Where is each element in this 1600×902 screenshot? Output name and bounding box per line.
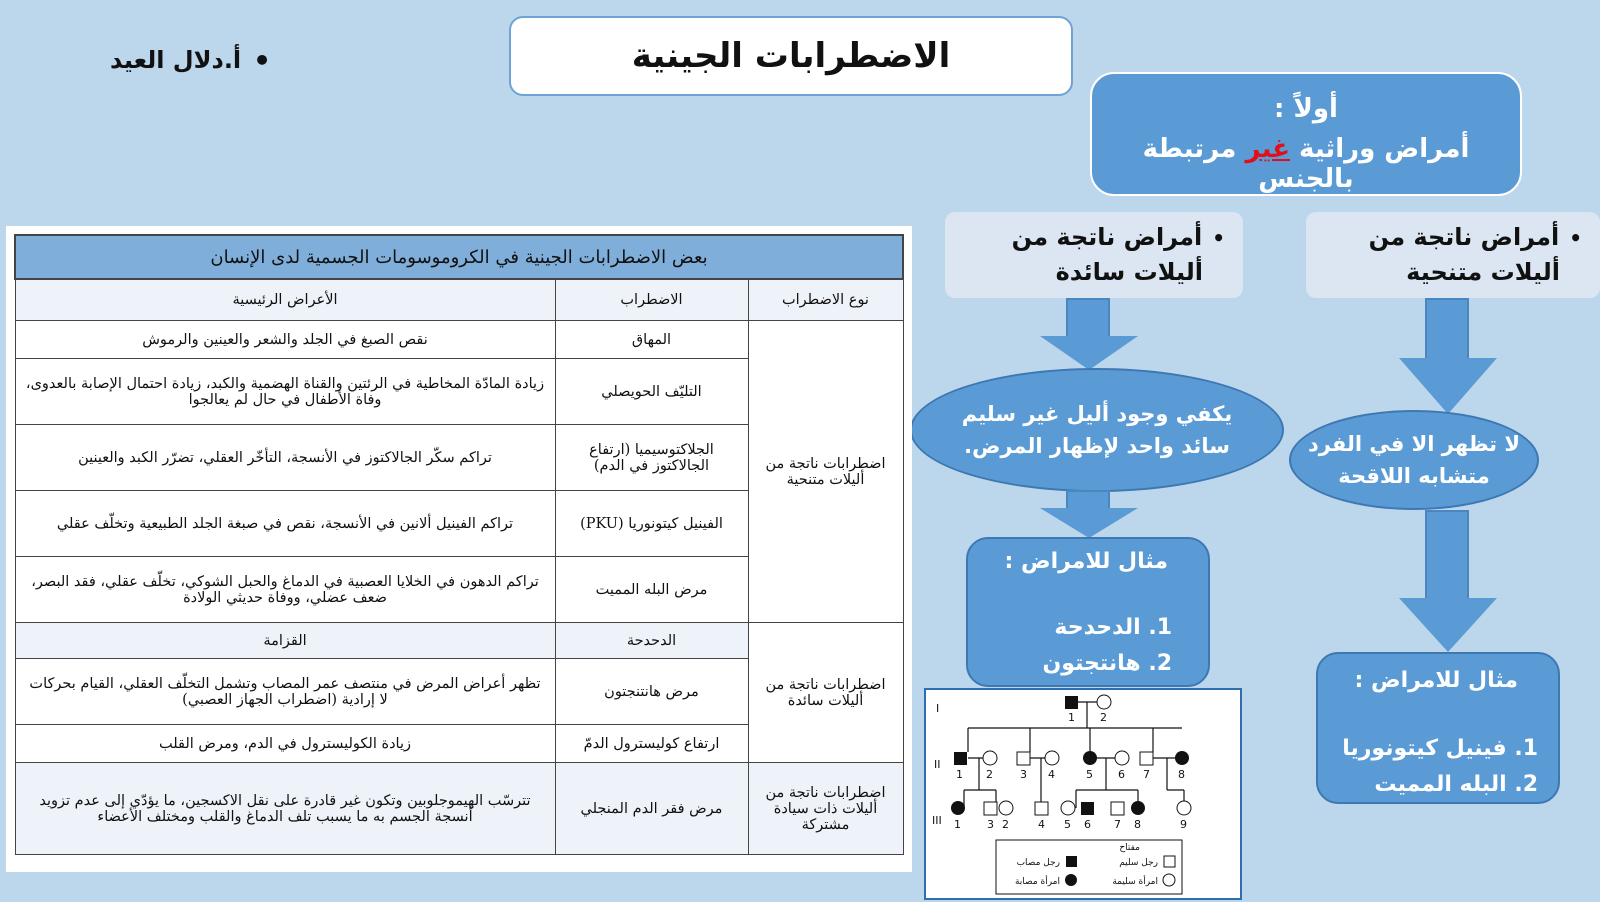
arrow-down-icon <box>1066 298 1110 338</box>
key-affected-male-symbol <box>1066 856 1077 867</box>
arrow-down-icon <box>1425 298 1469 360</box>
table-cell-symptoms: تترسّب الهيموجلوبين وتكون غير قادرة على نقل الاكسجين، ما يؤدّي إلى عدم تزويد أنسجة الجسم به ما يسبب تلف الدماغ والقلب ومختلف الأعضاء <box>15 763 555 855</box>
arrow-down-icon <box>1066 490 1110 510</box>
arrow-down-icon <box>1040 508 1138 538</box>
recessive-heading-line1: أمراض ناتجة من <box>1368 223 1560 251</box>
section-heading-box <box>1090 72 1522 196</box>
generation-label: II <box>934 758 941 771</box>
healthy-female <box>1061 801 1075 815</box>
table-cell-disorder: مرض هانتنجتون <box>555 659 748 725</box>
healthy-male <box>1035 802 1048 815</box>
author-bullet <box>110 40 300 80</box>
table-cell-symptoms: نقص الصبغ في الجلد والشعر والعينين والرموش <box>15 321 555 359</box>
dominant-description <box>910 368 1284 492</box>
author-name: أ.دلال العيد <box>110 46 242 74</box>
individual-number: 1 <box>954 818 961 831</box>
individual-number: 7 <box>1143 768 1150 781</box>
individual-number: 7 <box>1114 818 1121 831</box>
individual-number: 8 <box>1134 818 1141 831</box>
healthy-female <box>1045 751 1059 765</box>
recessive-heading-line2: أليلات متنحية <box>1406 258 1560 286</box>
arrow-down-icon <box>1399 598 1497 652</box>
healthy-male <box>1140 752 1153 765</box>
key-affected-female: امرأة مصابة <box>1014 877 1060 887</box>
recessive-examples-box <box>1316 652 1560 804</box>
individual-number: 4 <box>1038 818 1045 831</box>
disorders-table <box>14 234 904 855</box>
key-healthy-female-symbol <box>1163 874 1175 886</box>
key-affected-female-symbol <box>1065 874 1077 886</box>
recessive-example-item: 1. فينيل كيتونوريا <box>1342 736 1538 761</box>
recessive-examples-title: مثال للامراض : <box>1354 668 1518 693</box>
subtitle-emphasis: غير <box>1245 134 1290 164</box>
affected-female <box>1131 801 1145 815</box>
pedigree-chart <box>924 688 1242 900</box>
affected-female <box>1175 751 1189 765</box>
key-healthy-female: امرأة سليمة <box>1112 877 1158 887</box>
individual-number: 1 <box>956 768 963 781</box>
pedigree-diagram <box>926 690 1240 898</box>
key-healthy-male: رجل سليم <box>1119 858 1158 868</box>
generation-label: I <box>936 702 940 715</box>
arrow-down-icon <box>1425 510 1469 600</box>
table-cell-symptoms: تراكم سكّر الجالاكتوز في الأنسجة، التأخّر العقلي، تضرّر الكبد والعينين <box>15 425 555 491</box>
disorders-table-panel <box>6 226 912 872</box>
healthy-female <box>1115 751 1129 765</box>
healthy-male <box>1017 752 1030 765</box>
healthy-female <box>1177 801 1191 815</box>
dominant-heading <box>945 212 1243 298</box>
recessive-desc-line2: متشابه اللاقحة <box>1338 464 1490 488</box>
recessive-desc-line1: لا تظهر الا في الفرد <box>1307 432 1521 456</box>
individual-number: 2 <box>986 768 993 781</box>
affected-male <box>1065 696 1078 709</box>
table-cell-disorder: مرض البله المميت <box>555 557 748 623</box>
affected-female <box>951 801 965 815</box>
table-cell-disorder: الدحدحة <box>555 623 748 659</box>
individual-number: 6 <box>1118 768 1125 781</box>
arrow-down-icon <box>1399 358 1497 414</box>
healthy-female <box>999 801 1013 815</box>
table-cell-disorder: ارتفاع كوليسترول الدمّ <box>555 725 748 763</box>
individual-number: 8 <box>1178 768 1185 781</box>
arrow-down-icon <box>1040 336 1138 370</box>
individual-number: 1 <box>1068 711 1075 724</box>
table-caption: بعض الاضطرابات الجينية في الكروموسومات الجسمية لدى الإنسان <box>15 235 903 279</box>
group-codominant: اضطرابات ناتجة من أليلات ذات سيادة مشتركة <box>748 763 903 855</box>
healthy-male <box>1111 802 1124 815</box>
table-cell-symptoms: تراكم الفينيل ألانين في الأنسجة، نقص في صبغة الجلد الطبيعية وتخلّف عقلي <box>15 491 555 557</box>
table-cell-disorder: الفينيل كيتونوريا (PKU) <box>555 491 748 557</box>
recessive-heading <box>1306 212 1600 298</box>
healthy-female <box>1097 695 1111 709</box>
table-cell-disorder: مرض فقر الدم المنجلي <box>555 763 748 855</box>
col-header-type: نوع الاضطراب <box>748 279 903 321</box>
dominant-example-item: 1. الدحدحة <box>1054 615 1172 640</box>
group-dominant: اضطرابات ناتجة من أليلات سائدة <box>748 623 903 763</box>
individual-number: 4 <box>1048 768 1055 781</box>
subtitle-part-a: أمراض وراثية <box>1290 134 1470 164</box>
table-cell-disorder: الجلاكتوسيميا (ارتفاع الجالاكتوز في الدم) <box>555 425 748 491</box>
col-header-symptoms: الأعراض الرئيسية <box>15 279 555 321</box>
dominant-example-item: 2. هانتجتون <box>1042 651 1172 676</box>
section-number: أولاً : <box>1274 94 1338 124</box>
affected-male <box>1081 802 1094 815</box>
dominant-examples-title: مثال للامراض : <box>1004 549 1168 574</box>
dominant-desc-line2: سائد واحد لإظهار المرض. <box>964 434 1230 458</box>
table-cell-symptoms: تراكم الدهون في الخلايا العصبية في الدماغ والحبل الشوكي، تخلّف عقلي، فقد البصر، ضعف عضلي، ووفاة حديثي الولادة <box>15 557 555 623</box>
slide-title: الاضطرابات الجينية <box>631 36 951 76</box>
generation-label: III <box>932 814 942 827</box>
group-recessive: اضطرابات ناتجة من أليلات متنحية <box>748 321 903 623</box>
dominant-heading-line1: أمراض ناتجة من <box>1011 223 1203 251</box>
individual-number: 6 <box>1084 818 1091 831</box>
dominant-desc-line1: يكفي وجود أليل غير سليم <box>961 402 1233 426</box>
recessive-description <box>1289 410 1539 510</box>
recessive-example-item: 2. البله المميت <box>1374 772 1538 797</box>
individual-number: 2 <box>1002 818 1009 831</box>
bullet-dot: • <box>1212 226 1225 250</box>
table-cell-symptoms: زيادة المادّة المخاطية في الرئتين والقناة الهضمية والكبد، زيادة احتمال الإصابة بالعدوى، وفاة الأطفال في حال لم يعالجوا <box>15 359 555 425</box>
individual-number: 3 <box>987 818 994 831</box>
key-affected-male: رجل مصاب <box>1016 858 1060 868</box>
subtitle-part-b: مرتبطة بالجنس <box>1142 134 1354 194</box>
healthy-female <box>983 751 997 765</box>
individual-number: 5 <box>1086 768 1093 781</box>
table-cell-symptoms: تظهر أعراض المرض في منتصف عمر المصاب وتشمل التخلّف العقلي، القيام بحركات لا إرادية (اضطراب الجهاز العصبي) <box>15 659 555 725</box>
table-cell-disorder: المهاق <box>555 321 748 359</box>
affected-female <box>1083 751 1097 765</box>
col-header-disorder: الاضطراب <box>555 279 748 321</box>
section-subtitle <box>1092 134 1520 194</box>
individual-number: 9 <box>1180 818 1187 831</box>
individual-number: 5 <box>1064 818 1071 831</box>
dominant-heading-line2: أليلات سائدة <box>1055 258 1203 286</box>
individual-number: 2 <box>1100 711 1107 724</box>
table-cell-disorder: التليّف الحويصلي <box>555 359 748 425</box>
table-cell-symptoms: زيادة الكوليسترول في الدم، ومرض القلب <box>15 725 555 763</box>
table-cell-symptoms: القزامة <box>15 623 555 659</box>
key-healthy-male-symbol <box>1164 856 1175 867</box>
affected-male <box>954 752 967 765</box>
healthy-male <box>984 802 997 815</box>
dominant-examples-box <box>966 537 1210 687</box>
bullet-dot: • <box>253 43 272 77</box>
slide-title-box <box>509 16 1073 96</box>
bullet-dot: • <box>1569 226 1582 250</box>
key-title: مفتاح <box>1119 843 1140 853</box>
individual-number: 3 <box>1020 768 1027 781</box>
